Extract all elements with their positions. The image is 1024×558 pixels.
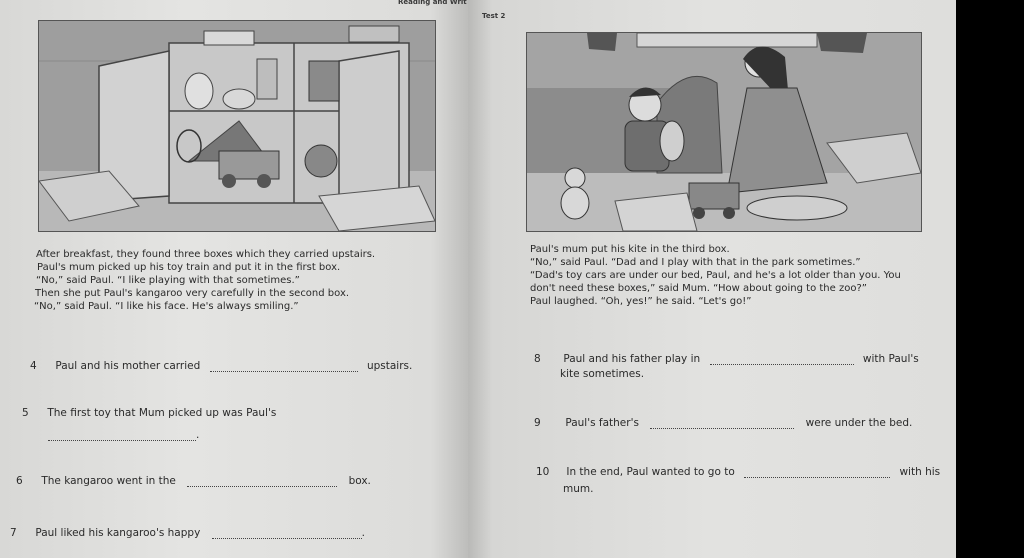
answer-blank-10[interactable] — [744, 465, 890, 478]
page-header-right: Test 2 — [482, 12, 506, 20]
question-7 — [10, 526, 365, 539]
question-text: Paul and his mother carried — [55, 360, 201, 372]
question-text-after: with his — [899, 466, 941, 478]
illustration-paul-and-mum — [526, 32, 922, 232]
question-text-after: . — [361, 527, 365, 539]
story-line: Paul's mum picked up his toy train and put it in the first box. — [37, 262, 341, 273]
question-text: In the end, Paul wanted to go to — [566, 466, 735, 478]
question-6 — [16, 474, 371, 487]
answer-blank-9[interactable] — [650, 416, 794, 429]
question-number: 8 — [534, 353, 541, 365]
question-number: 6 — [16, 475, 23, 487]
answer-blank-6[interactable] — [187, 474, 337, 487]
question-10 — [536, 465, 940, 478]
answer-blank-7[interactable] — [212, 526, 362, 539]
question-text: Paul liked his kangaroo's happy — [35, 527, 201, 539]
story-line: After breakfast, they found three boxes which they carried upstairs. — [36, 249, 376, 260]
question-number: 9 — [534, 417, 541, 429]
question-number: 10 — [536, 466, 550, 478]
story-line: don't need these boxes,” said Mum. “How about going to the zoo?” — [530, 283, 867, 294]
question-text-after: were under the bed. — [805, 417, 913, 429]
question-5-line2 — [48, 428, 199, 441]
page-header-left: Reading and Writ — [398, 0, 467, 6]
right-page — [468, 0, 956, 558]
question-number: 4 — [30, 360, 37, 372]
answer-blank-8[interactable] — [710, 352, 854, 365]
story-text-right — [530, 243, 901, 308]
left-page — [0, 0, 468, 558]
story-line: “Dad's toy cars are under our bed, Paul, and he's a lot older than you. You — [530, 270, 901, 281]
question-text-after: upstairs. — [366, 360, 413, 372]
story-line: Paul laughed. “Oh, yes!” he said. “Let's go!” — [530, 296, 752, 307]
question-number: 7 — [10, 527, 17, 539]
question-8-line2: kite sometimes. — [560, 368, 645, 380]
question-text-after: with Paul's — [862, 353, 919, 365]
answer-blank-4[interactable] — [210, 359, 358, 372]
story-line: “No,” said Paul. “I like his face. He's always smiling.” — [34, 301, 299, 312]
question-text: The kangaroo went in the — [41, 475, 176, 487]
question-text: Paul and his father play in — [563, 353, 701, 365]
question-text-after: box. — [348, 475, 371, 487]
story-line: Paul's mum put his kite in the third box. — [530, 244, 730, 255]
question-text: The first toy that Mum picked up was Paul's — [47, 407, 277, 419]
story-line: Then she put Paul's kangaroo very carefully in the second box. — [35, 288, 350, 299]
question-5 — [22, 407, 276, 419]
question-text-after: . — [196, 429, 200, 441]
illustration-toy-cupboard — [38, 20, 436, 232]
question-text: Paul's father's — [565, 417, 639, 429]
story-line: “No,” said Paul. “Dad and I play with that in the park sometimes.” — [530, 257, 861, 268]
answer-blank-5[interactable] — [48, 428, 196, 441]
question-10-line2: mum. — [563, 483, 594, 495]
question-9 — [534, 416, 912, 429]
question-4 — [30, 359, 412, 372]
question-8 — [534, 352, 919, 365]
question-number: 5 — [22, 407, 29, 419]
story-line: “No,” said Paul. “I like playing with that sometimes.” — [36, 275, 300, 286]
story-text-left — [36, 248, 375, 313]
